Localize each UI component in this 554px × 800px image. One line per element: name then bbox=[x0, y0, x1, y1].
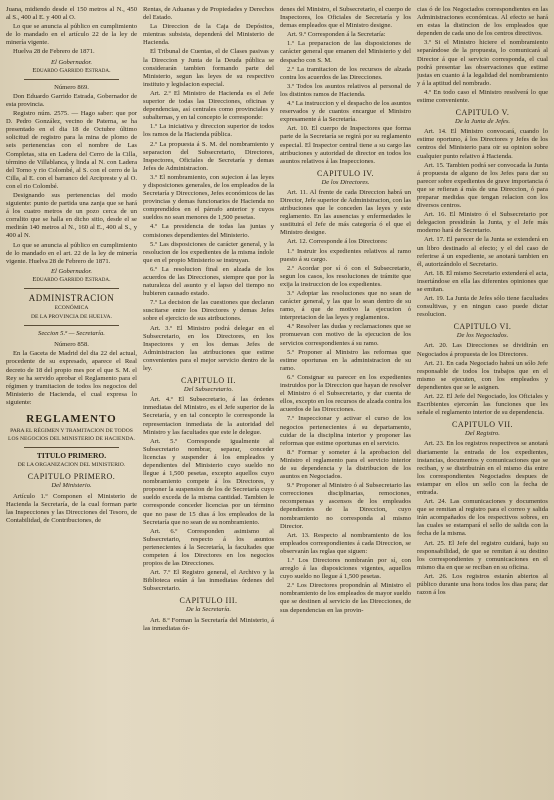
paragraph: Don Eduardo Garrido Estrada, Gobernador de esta provincia. bbox=[6, 92, 137, 108]
paragraph: Art. 8.º Forman la Secretaría del Ministerio, á las inmediatas ór- bbox=[143, 616, 274, 632]
paragraph: Art. 22. El Jefe del Negociado, los Oficiales y Escribientes ejercerán las funciones que les señale el reglamento interior de su dependencia. bbox=[417, 393, 548, 417]
paragraph: 7.º La decision de las cuestiones que declaran suscitarse entre los Directores y demas Jefes sobre el ejercicio de sus atribuciones. bbox=[143, 299, 274, 323]
signature-name: Eduardo Garrido Estrada. bbox=[32, 66, 111, 74]
chapter-subheading: De los Negociados. bbox=[456, 332, 509, 340]
paragraph: Art. 17. El parecer de la Junta se extenderá en un libro destinado al efecto; y el del caso de referirse á un expediente, se anotará tambien en él, autorizándolo el Secretario. bbox=[417, 236, 548, 268]
paragraph: Art. 12. Corresponde á los Directores: bbox=[287, 238, 388, 246]
paragraph: Art. 6.º Corresponden asimismo al Subsecretario, respecto á los asuntos pertenecientes á la Secretaría, la facultades que competen á los Directores en los negocios propios de las Direcciones. bbox=[143, 527, 274, 568]
paragraph: 1.º Instruir los expedientes relativos al ramo puesto á su cargo. bbox=[280, 247, 411, 263]
signature-title: El Gobernador. bbox=[50, 267, 93, 275]
reglamento-subheading: PARA EL RÉGIMEN Y TRAMITACION DE TODOS LOS NEGOCIOS DEL MINISTERIO DE HACIENDA. bbox=[8, 428, 135, 443]
divider bbox=[24, 288, 119, 289]
paragraph: 8.º Formar y someter á la aprobacion del Ministro el reglamento para el servicio interior de su dependencia y la distribucion de los asuntos en Negociados. bbox=[280, 448, 411, 481]
paragraph: 5.º Las disposiciones de carácter general, y la resolucion de los expedientes de la misma índole que en el propio Ministerio se instruyan. bbox=[143, 240, 274, 264]
paragraph: Lo que se anuncia al público en cumplimiento de lo mandado en el art. 22 de la ley de minería vigente. Huelva 28 de Febrero de 1871. bbox=[6, 241, 137, 265]
section-label: Seccion 5.ª — Secretaría. bbox=[38, 330, 105, 338]
paragraph: 3.º Todos los asuntos relativos al personal de los distintos ramos de Hacienda. bbox=[280, 82, 411, 98]
paragraph: Artículo 1.º Componen el Ministerio de Hacienda la Secretaría, de la cual forman parte las Inspecciones y las Direcciones del Tesoro, de Contabilidad, de Contribuciones, de bbox=[6, 492, 137, 524]
paragraph: cias ó de los Negociados correspondientes en las Administraciones económicas. Al efecto se hará en estas la distincion de los empleados que dependen de cada uno de los centros directivos. bbox=[417, 6, 548, 38]
chapter-subheading: Del Registro. bbox=[465, 430, 500, 438]
paragraph: Art. 20. Las Direcciones se dividirán en Negociados á propuesta de los Directores. bbox=[417, 342, 548, 358]
paragraph: 4.º La instruccion y el despacho de los asuntos reservados y de cuantos encargue el Ministro expresamente á la Secretaría. bbox=[280, 100, 411, 124]
paragraph: Art. 13. Respecto al nombramiento de los empleados correspondientes á cada Direccion, se observarán las reglas que siguen: bbox=[280, 531, 411, 555]
chapter-heading: CAPITULO IV. bbox=[317, 168, 374, 178]
paragraph: 4.º En todo caso el Ministro resolverá lo que estime conveniente. bbox=[417, 88, 548, 105]
paragraph: Art. 23. En los registros respectivos se anotará diariamente la entrada de los expedientes, instancias, documentos y comunicaciones que se reciban, y se distribuirán en el mismo dia entre los correspondientes Negociados despues de estampar en ellos un sello con la fecha de entrada. bbox=[417, 440, 548, 496]
paragraph: Art. 14. El Ministro convocará, cuando lo estime oportuno, á los Directores y Jefes de los centros del Ministerio para oir su opinion sobre cualquier punto relativo á Hacienda. bbox=[417, 128, 548, 160]
paragraph: 1.º La preparacion de las disposiciones de carácter general que emanen del Ministerio y del despacho con S. M. bbox=[280, 40, 411, 64]
signature-title: El Gobernador. bbox=[50, 58, 93, 66]
title-heading: TITULO PRIMERO. bbox=[36, 451, 107, 461]
paragraph: denes del Ministro, el Subsecretario, el cuerpo de Inspectores, los Oficiales de Secretaría y los demas empleados que el Ministro designe. bbox=[280, 6, 411, 30]
chapter-heading: CAPITULO II. bbox=[181, 376, 236, 386]
paragraph: 6.º La resolucion final en alzada de los acuerdos de las Direcciones, siempre que por la naturaleza del asunto y el lapso del tiempo no hubieren causado estado. bbox=[143, 265, 274, 298]
paragraph: 2.º Los Directores propondrán al Ministro el nombramiento de los empleados de mayor sueldo que se destinen al servicio de las Direcciones, de sus dependencias en las provin- bbox=[280, 582, 411, 614]
paragraph: 5.º Proponer al Ministro las reformas que estime oportunas en la administracion de su ramo. bbox=[280, 348, 411, 372]
paragraph: La Direccion de la Caja de Depósitos, mientras subsista, dependerá del Ministerio de Hacienda. bbox=[143, 23, 274, 47]
column-1 bbox=[6, 6, 137, 796]
paragraph: Art. 24. Las comunicaciones y documentos que se remitan al registro para el correo y salida irán acompañados de los respectivos sobres, en las cuales se estampará el sello de salida con la fecha de la misma. bbox=[417, 498, 548, 538]
paragraph: El Tribunal de Cuentas, el de Clases pasivas y la Direccion y Junta de la Deuda pública se considerarán tambien formando parte del Ministerio, segun las leyes de su respectivo instituto y legislacion especial. bbox=[143, 48, 274, 88]
reglamento-heading: REGLAMENTO bbox=[26, 413, 117, 426]
chapter-heading: CAPITULO III. bbox=[179, 596, 238, 606]
paragraph: Art. 5.º Corresponde igualmente al Subsecretario nombrar, separar, conceder licencias y suspender á los empleados y dependientes del Ministerio cuyo sueldo no llegue á 1,500 pesetas, excepto aquellos cuyo nombramiento compete á los Directores, y proponer la suspension de los de Secretaría cuyo sueldo exceda de la misma cantidad. Tambien le corresponde conceder licencias por un término que no pase de 15 dias á los empleados de la Secretaría que no sean de su nombramiento. bbox=[143, 437, 274, 526]
paragraph: Art. 15. Tambien podrá ser convocada la Junta á propuesta de alguno de los Jefes para dar su parecer sobre expedientes de grave importancia ó que se refieran á más de una Direccion, ó para preparar medidas que tengan relacion con los diversos centros. bbox=[417, 161, 548, 210]
notice-number: Número 858. bbox=[54, 341, 89, 349]
divider bbox=[24, 79, 119, 80]
chapter-heading: CAPITULO VI. bbox=[453, 322, 512, 332]
section-heading: ADMINISTRACION bbox=[28, 293, 115, 303]
paragraph: Art. 21. En cada Negociado habrá un sólo Jefe responsable de todos los trabajos que en el mismo se ejecuten, con los empleados y dependientes que se le asignen. bbox=[417, 359, 548, 391]
paragraph: Art. 16. El Ministro ó el Subsecretario por delegacion presidirán la Junta, y el Jefe más moderno hará de Secretario. bbox=[417, 211, 548, 235]
paragraph: 3.º El nombramiento, con sujecion á las leyes y disposiciones generales, de los empleados de la Secretaría y Direcciones, Jefes económicos de las provincias y demas funcionarios de Hacienda no comprendidos en el párrafo anterior y cuyos sueldos no sean menores de 1,500 pesetas. bbox=[143, 173, 274, 222]
chapter-subheading: Del Ministerio. bbox=[51, 482, 92, 490]
paragraph: 2.º La tramitacion de los recursos de alzada contra los acuerdos de las Direcciones. bbox=[280, 65, 411, 81]
paragraph: Art. 10. El cuerpo de Inspectores que forma parte de la Secretaría se regirá por su reglamento especial. El Inspector central tiene a su cargo las atribuciones y autoridad de director en todos los asuntos relativos á las Inspecciones. bbox=[280, 125, 411, 165]
paragraph: Art. 11. Al frente de cada Direccion habrá un Director, Jefe superior de Administracion, con las atribuciones que le conceden las leyes y este reglamento. En las ausencias y enfermedades le sustituirá el Jefe de más categoría ó el que el Ministro designe. bbox=[280, 188, 411, 237]
paragraph: Art. 2.º El Ministro de Hacienda es el Jefe superior de todas las Direcciones, oficinas y dependencias, así centrales como provinciales y subalternas, y en tal concepto le corresponde: bbox=[143, 89, 274, 122]
paragraph: 6.º Consignar su parecer en los expedientes instruidos por la Direccion que hayan de resolver el Ministro ó el Subsecretario, y dar cuenta de ellos, excepto en los recursos de alzada contra los acuerdos de las Direcciones. bbox=[280, 373, 411, 414]
signature-name: Eduardo Garrido Estrada. bbox=[32, 275, 111, 283]
paragraph: Designando sus pertenencias del modo siguiente: punto de partida una zanja que se hará á los cuatro metros de un pozo cerca de un corralito que se halla en dicho sitio, desde el se medirán 140 metros al N., 160 al E., 400 al S., y 400 al N. bbox=[6, 191, 137, 240]
paragraph: 4.º Resolver las dudas y reclamaciones que se promuevan con motivo de la ejecucion de los servicios correspondientes á su ramo. bbox=[280, 323, 411, 347]
chapter-subheading: De los Directores. bbox=[321, 178, 370, 186]
chapter-subheading: Del Subsecretario. bbox=[183, 386, 234, 394]
paragraph: En la Gaceta de Madrid del dia 22 del actual, procedente de su expresado, aparece el Real decreto de 18 del propio mes por el que S. M. el Rey se ha servido aprobar el Reglamento para el régimen y tramitacion de todos los negocios del Ministerio de Hacienda, el cual expresa lo siguiente: bbox=[6, 350, 137, 406]
column-4 bbox=[417, 6, 548, 796]
divider bbox=[24, 325, 119, 326]
paragraph: Art. 9.º Corresponden á la Secretaría: bbox=[287, 31, 386, 39]
paragraph: 3.º Adoptar las resoluciones que no sean de carácter general, y las que lo sean dentro de su ramo, á que de motivo la ejecucion ó interpretacion de las leyes y reglamentos. bbox=[280, 290, 411, 322]
paragraph: Art. 7.º El Registro general, el Archivo y la Biblioteca están á las inmediatas órdenes del Subsecretario. bbox=[143, 569, 274, 593]
paragraph: Art. 19. La Junta de Jefes sólo tiene facultades consultivas, y en ningun caso puede dictar resolucion. bbox=[417, 295, 548, 319]
paragraph: 2.º La propuesta á S. M. del nombramiento y separacion del Subsecretario, Directores, Inspectores, Oficiales de Secretaría y demas Jefes de Administracion. bbox=[143, 140, 274, 172]
paragraph: 1.º La iniciativa y direccion superior de todos los ramos de la Hacienda pública. bbox=[143, 123, 274, 139]
column-3 bbox=[280, 6, 411, 796]
chapter-subheading: De la Junta de Jefes. bbox=[454, 118, 511, 126]
paragraph: Art. 4.º El Subsecretario, á las órdenes inmediatas del Ministro, es el Jefe superior de la Secretaría, y en tal concepto le corresponde la representacion inmediata de la autoridad del Ministro y las facultades que este le delegue. bbox=[143, 396, 274, 436]
chapter-heading: CAPITULO V. bbox=[455, 108, 510, 118]
paragraph: Registro núm. 2575. — Hago saber: que por D. Pedro González, vecino de Paterna, se ha presentado en el dia 18 de Octubre último solicitud de registro para la mina de plomo de seis pertenencias con el nombre de Las Completas, sita en Ladera del Cerro de la Cilla, término de Villablanca, y linda al N. con Ladera del Torno y rio Colombé, al S. con el cerro de la Cilla, al E. con el barranco del Arcipreste y al O. con el rio Colombé. bbox=[6, 110, 137, 190]
paragraph: 2.º Acordar por sí ó con el Subsecretario, segun los casos, los resoluciones de trámite que exija la instruccion de los expedientes. bbox=[280, 264, 411, 288]
paragraph: Rentas, de Aduanas y de Propiedades y Derechos del Estado. bbox=[143, 6, 274, 22]
chapter-subheading: De la Secretaría. bbox=[186, 606, 231, 614]
section-subheading: DE LA PROVINCIA DE HUELVA. bbox=[31, 314, 112, 321]
column-2 bbox=[143, 6, 274, 796]
paragraph: Art. 25. El Jefe del registro cuidará, bajo su responsabilidad, de que se remitan á su destino los correspondientes y comunicaciones en el mismo dia en que se reciban en su oficina. bbox=[417, 539, 548, 571]
paragraph: Lo que se anuncia al público en cumplimiento de lo mandado en el artículo 22 de la ley de minería vigente. bbox=[6, 23, 137, 47]
notice-number: Número 869. bbox=[54, 83, 89, 91]
date-line: Huelva 28 de Febrero de 1871. bbox=[13, 48, 95, 56]
paragraph: Art. 3.º El Ministro podrá delegar en el Subsecretario, en los Directores, en los Inspectores y en los demas Jefes de Administracion las atribuciones que estime convenientes para el mejor servicio dentro de la ley. bbox=[143, 324, 274, 373]
divider bbox=[24, 447, 119, 448]
paragraph: 1.º Los Directores nombrarán por sí, con arreglo á las disposiciones vigentes, aquellos cuyo sueldo no llegue á 1,500 pesetas. bbox=[280, 557, 411, 581]
paragraph: 9.º Proponer al Ministro ó al Subsecretario las correcciones disciplinarias, remociones, recompensas y ascensos de los empleados dependientes de la Direccion, cuyo nombramiento no corresponda al mismo Director. bbox=[280, 482, 411, 530]
paragraph: Art. 18. El mismo Secretario extenderá el acta, insertándose en ella las diferentes opiniones que se emitan. bbox=[417, 269, 548, 293]
paragraph: Art. 26. Los registros estarán abiertos al público durante una hora todos los dias para; dar razon á los bbox=[417, 572, 548, 597]
title-subheading: DE LA ORGANIZACION DEL MINISTERIO. bbox=[17, 462, 126, 469]
paragraph: 4.º La presidencia de todas las juntas y comisiones dependientes del Ministerio. bbox=[143, 223, 274, 239]
chapter-heading: CAPITULO PRIMERO. bbox=[27, 472, 116, 482]
section-subheading: ECONÓMICA bbox=[54, 305, 89, 311]
paragraph: 3.º Si el Ministro hiciere el nombramiento separándose de la propuesta, lo comunicará al Director á que el servicio corresponda, el cual podrá presentar las observaciones que estime justas en cuanto á la legalidad del nombramiento y á la aptitud del nombrado. bbox=[417, 39, 548, 87]
chapter-heading: CAPITULO VII. bbox=[451, 420, 513, 430]
paragraph: Juana, midiendo desde el 150 metros al N., 450 al S., 400 al E. y 400 al O. bbox=[6, 6, 137, 22]
paragraph: 7.º Inspeccionar y activar el curso de los negocios pertenecientes á su departamento, cuidar de la disciplina interior y proponer las reformas que estime oportunas en el servicio. bbox=[280, 415, 411, 447]
